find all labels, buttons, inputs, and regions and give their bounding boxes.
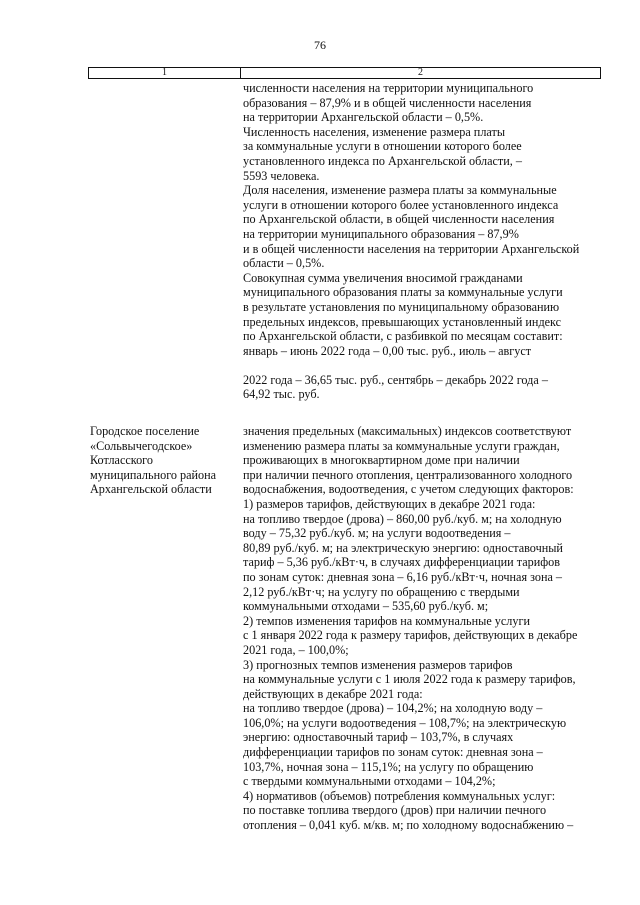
table-column-header	[88, 67, 601, 79]
text-line: 2) темпов изменения тарифов на коммунальные услуги	[243, 613, 530, 628]
text-line: Котласского	[90, 453, 153, 468]
text-line: январь – июнь 2022 года – 0,00 тыс. руб., июль – август	[243, 343, 532, 358]
text-line: тариф – 5,36 руб./кВт·ч, в случаях дифференциации тарифов	[243, 555, 560, 570]
text-line: услуги в отношении которого более установленного индекса	[243, 197, 559, 212]
text-line: значения предельных (максимальных) индексов соответствуют	[243, 424, 572, 438]
text-line: Совокупная сумма увеличения вносимой гражданами	[243, 270, 523, 285]
text-line: 2021 года, – 100,0%;	[243, 642, 349, 657]
text-line: 2,12 руб./кВт·ч; на услугу по обращению с твердыми	[243, 584, 520, 599]
text-line: на топливо твердое (дрова) – 104,2%; на холодную воду –	[243, 701, 543, 716]
text-line: 80,89 руб./куб. м; на электрическую энергию: одноставочный	[243, 540, 563, 555]
column-1-number: 1	[89, 68, 241, 78]
text-line: Численность населения, изменение размера платы	[243, 124, 506, 139]
text-line: муниципального района	[90, 467, 217, 482]
text-line: проживающих в многоквартирном доме при наличии	[243, 453, 520, 468]
text-line: на коммунальные услуги с 1 июля 2022 года к размеру тарифов,	[243, 672, 576, 687]
text-line: изменению размера платы за коммунальные услуги граждан,	[243, 438, 560, 453]
text-line: энергию: одноставочный тариф – 103,7%, в случаях	[243, 730, 514, 745]
text-line: «Сольвычегодское»	[90, 438, 193, 453]
text-line: Доля населения, изменение размера платы за коммунальные	[243, 183, 557, 198]
paragraph-gap	[243, 358, 579, 373]
text-line: с 1 января 2022 года к размеру тарифов, действующих в декабре	[243, 628, 578, 643]
text-line: по зонам суток: дневная зона – 6,16 руб./кВт·ч, ночная зона –	[243, 569, 563, 584]
text-line: коммунальными отходами – 535,60 руб./куб. м;	[243, 599, 489, 614]
text-line: на территории Архангельской области – 0,5%.	[243, 110, 484, 125]
row1-paragraph2	[243, 373, 579, 402]
text-line: водоснабжения, водоотведения, с учетом следующих факторов:	[243, 482, 574, 497]
text-line: области – 0,5%.	[243, 256, 325, 271]
text-line: и в общей численности населения на территории Архангельской	[243, 241, 580, 256]
text-line: 64,92 тыс. руб.	[243, 387, 320, 402]
row1-right-text	[243, 81, 579, 402]
text-line: на топливо твердое (дрова) – 860,00 руб./куб. м; на холодную	[243, 511, 562, 526]
text-line: с твердыми коммунальными отходами – 104,2%;	[243, 774, 496, 789]
text-line: за коммунальные услуги в отношении которого более	[243, 139, 522, 154]
text-line: по Архангельской области, с разбивкой по месяцам составит:	[243, 329, 563, 344]
text-line: установленного индекса по Архангельской области, –	[243, 153, 522, 168]
row2-right-text	[243, 424, 577, 833]
text-line: действующих в декабре 2021 года:	[243, 686, 423, 701]
text-line: Городское поселение	[90, 424, 200, 438]
text-line: предельных индексов, превышающих установленный индекс	[243, 314, 562, 329]
text-line: дифференциации тарифов по зонам суток: дневная зона –	[243, 745, 543, 760]
row2-municipality-name	[90, 424, 216, 497]
text-line: 1) размеров тарифов, действующих в декабре 2021 года:	[243, 496, 536, 511]
text-line: 2022 года – 36,65 тыс. руб., сентябрь – декабрь 2022 года –	[243, 372, 548, 387]
text-line: по поставке топлива твердого (дров) при наличии печного	[243, 803, 547, 818]
page-number: 76	[314, 38, 326, 52]
text-line: численности населения на территории муниципального	[243, 81, 534, 95]
text-line: на территории муниципального образования – 87,9%	[243, 226, 519, 241]
text-line: 103,7%, ночная зона – 115,1%; на услугу по обращению	[243, 759, 534, 774]
column-2-number: 2	[418, 67, 423, 78]
text-line: 5593 человека.	[243, 168, 320, 183]
text-line: в результате установления по муниципальному образованию	[243, 299, 560, 314]
text-line: при наличии печного отопления, централизованного холодного	[243, 467, 573, 482]
text-line: по Архангельской области, в общей численности населения	[243, 212, 555, 227]
text-line: 4) нормативов (объемов) потребления коммунальных услуг:	[243, 788, 556, 803]
text-line: Архангельской области	[90, 482, 212, 497]
text-line: воду – 75,32 руб./куб. м; на услуги водоотведения –	[243, 526, 511, 541]
text-line: образования – 87,9% и в общей численности населения	[243, 95, 532, 110]
row1-paragraph1	[243, 81, 579, 358]
text-line: муниципального образования платы за коммунальные услуги	[243, 285, 563, 300]
text-line: отопления – 0,041 куб. м/кв. м; по холодному водоснабжению –	[243, 818, 574, 833]
text-line: 106,0%; на услуги водоотведения – 108,7%; на электрическую	[243, 715, 567, 730]
text-line: 3) прогнозных темпов изменения размеров тарифов	[243, 657, 513, 672]
